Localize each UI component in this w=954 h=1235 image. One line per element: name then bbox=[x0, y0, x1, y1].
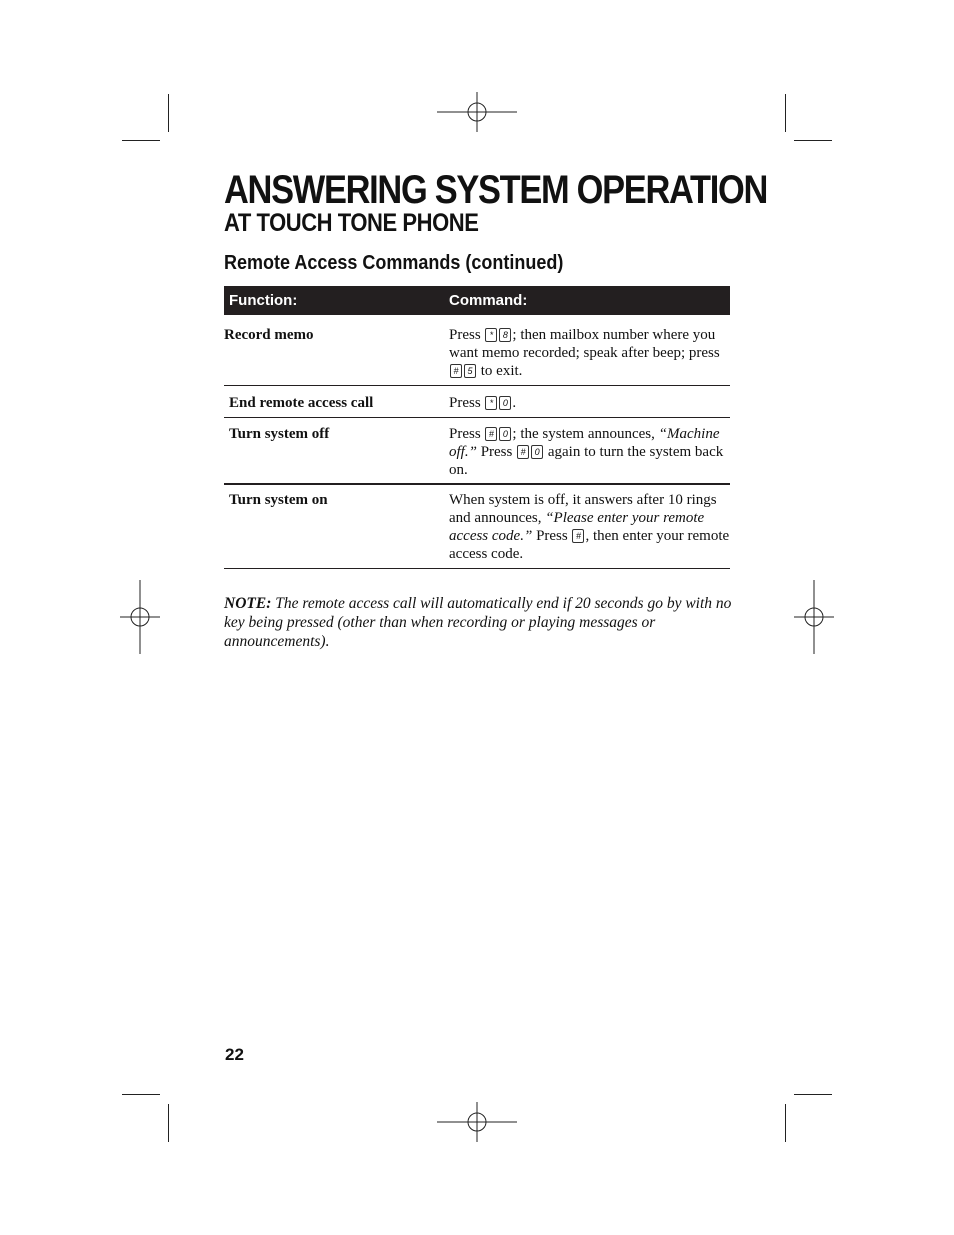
pound-key-icon: # bbox=[485, 427, 497, 441]
header-function: Function: bbox=[229, 292, 298, 309]
page-subtitle: AT TOUCH TONE PHONE bbox=[224, 209, 479, 237]
note-label: NOTE: bbox=[224, 594, 272, 612]
registration-mark-icon bbox=[437, 1102, 517, 1142]
star-key-icon: * bbox=[485, 328, 497, 342]
crop-mark bbox=[794, 1094, 832, 1095]
table-header bbox=[224, 286, 730, 315]
table-row bbox=[224, 491, 730, 567]
star-key-icon: * bbox=[485, 396, 497, 410]
registration-mark-icon bbox=[437, 92, 517, 132]
command-text: Press # 0 ; the system announces, “Machine off.” Press # 0 again to turn the system back on. bbox=[449, 426, 724, 478]
row-divider bbox=[224, 568, 730, 569]
pound-key-icon: # bbox=[572, 529, 584, 543]
note-text: The remote access call will automatically end if 20 seconds go by with no key being pressed (other than when recording or playing messages or announcements). bbox=[224, 594, 732, 650]
header-command: Command: bbox=[449, 292, 528, 309]
command-text: Press * 0 . bbox=[449, 395, 517, 411]
function-label: End remote access call bbox=[229, 395, 374, 411]
registration-mark-icon bbox=[794, 580, 834, 654]
crop-mark bbox=[794, 140, 832, 141]
key-0-icon: 0 bbox=[531, 445, 543, 459]
note-paragraph bbox=[224, 594, 734, 651]
section-heading: Remote Access Commands (continued) bbox=[224, 252, 564, 274]
command-text: Press * 8 ; then mailbox number where you want memo recorded; speak after beep; press # 5 to exit. bbox=[449, 327, 720, 379]
page-number: 22 bbox=[225, 1045, 244, 1064]
crop-mark bbox=[122, 140, 160, 141]
key-0-icon: 0 bbox=[499, 396, 511, 410]
row-divider bbox=[224, 417, 730, 418]
key-5-icon: 5 bbox=[464, 364, 476, 378]
function-label: Turn system off bbox=[229, 426, 330, 442]
pound-key-icon: # bbox=[517, 445, 529, 459]
commands-table bbox=[224, 286, 730, 562]
crop-mark bbox=[785, 94, 786, 132]
function-label: Turn system on bbox=[229, 492, 328, 508]
table-row bbox=[224, 394, 730, 418]
table-row bbox=[224, 326, 730, 386]
table-row bbox=[224, 425, 730, 483]
function-label: Record memo bbox=[224, 327, 314, 343]
command-text: When system is off, it answers after 10 rings and announces, “Please enter your remote access code.” Press # , then enter your remote access code. bbox=[449, 492, 730, 562]
key-0-icon: 0 bbox=[499, 427, 511, 441]
key-8-icon: 8 bbox=[499, 328, 511, 342]
crop-mark bbox=[168, 94, 169, 132]
registration-mark-icon bbox=[120, 580, 160, 654]
crop-mark bbox=[122, 1094, 160, 1095]
pound-key-icon: # bbox=[450, 364, 462, 378]
crop-mark bbox=[168, 1104, 169, 1142]
row-divider bbox=[224, 385, 730, 386]
row-divider bbox=[224, 483, 730, 485]
crop-mark bbox=[785, 1104, 786, 1142]
page-title: ANSWERING SYSTEM OPERATION bbox=[224, 168, 768, 212]
